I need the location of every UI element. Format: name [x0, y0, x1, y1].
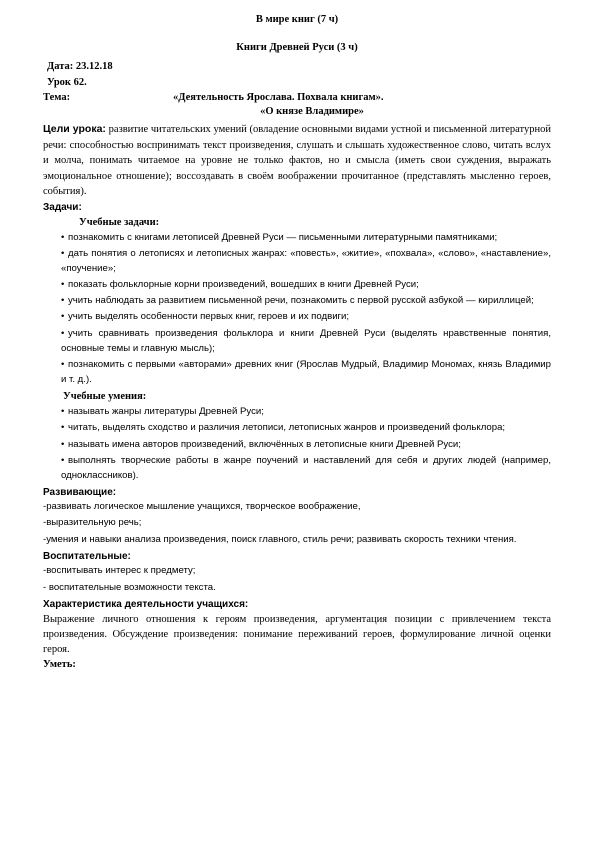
skills-footer-label: Уметь: — [43, 658, 76, 670]
list-item: • учить сравнивать произведения фольклора и книги Древней Руси (выделять нравственные понятия, основные темы и главную мысль); — [61, 327, 551, 354]
section-title: Книги Древней Руси (3 ч) — [236, 42, 358, 53]
list-item: - воспитательные возможности текста. — [43, 581, 216, 593]
bullet-icon: • — [61, 438, 65, 450]
bullet-icon: • — [61, 422, 65, 434]
activity-label: Характеристика деятельности учащихся: — [43, 598, 249, 610]
tasks-label: Задачи: — [43, 201, 82, 213]
theme-subtitle: «О князе Владимире» — [260, 106, 364, 117]
theme-value: «Деятельность Ярослава. Похвала книгам». — [173, 92, 384, 103]
bullet-icon: • — [61, 327, 65, 339]
lesson-number: Урок 62. — [47, 77, 87, 88]
developing-label: Развивающие: — [43, 486, 117, 498]
lesson-date: Дата: 23.12.18 — [47, 61, 113, 72]
bullet-icon: • — [61, 231, 65, 243]
lesson-goals — [43, 122, 551, 200]
study-tasks-label: Учебные задачи: — [79, 216, 160, 228]
list-item: • читать, выделять сходство и различия летописи, летописных жанров и произведений фольклора; — [61, 421, 551, 436]
list-item: -развивать логическое мышление учащихся, творческое воображение, — [43, 500, 361, 512]
bullet-icon: • — [61, 405, 65, 417]
series-title: В мире книг (7 ч) — [255, 14, 339, 25]
study-tasks-list — [43, 231, 551, 388]
list-item: • называть имена авторов произведений, включённых в летописные книги Древней Руси; — [61, 438, 551, 453]
list-item: -умения и навыки анализа произведения, поиск главного, стиль речи; развивать скорость техники чтения. — [43, 533, 517, 545]
list-item: • выполнять творческие работы в жанре поучений и наставлений для себя и других людей (например, одноклассников). — [61, 454, 551, 481]
bullet-icon: • — [61, 295, 65, 307]
bullet-icon: • — [61, 247, 65, 259]
activity-text: Выражение личного отношения к героям произведения, аргументация позиции с привлечением текста произведения. Обсуждение произведения: понимание переживаний героев, формулирование личной оценки героя. — [43, 613, 551, 655]
bullet-icon: • — [61, 358, 65, 370]
list-item: -выразительную речь; — [43, 517, 142, 529]
goals-text: развитие читательских умений (овладение основными видами устной и письменной литературной речи: способностью воспринимать текст произведения, слушать и слышать художественное слово, читать вслух и молча, понимать читаемое на уровне не только фактов, но и смысла (иметь свои суждения, выражать эмоциональное отношение); воссоздавать в своём воображении прочитанное (представлять мысленно героев, события). — [43, 124, 551, 197]
list-item: • познакомить с первыми «авторами» древних книг (Ярослав Мудрый, Владимир Мономах, князь Владимир и т. д.). — [61, 358, 551, 385]
list-item: • показать фольклорные корни произведений, вошедших в книги Древней Руси; — [61, 278, 551, 293]
theme-row — [43, 91, 551, 105]
list-item: • познакомить с книгами летописей Древней Руси — письменными литературными памятниками; — [61, 231, 551, 246]
bullet-icon: • — [61, 454, 65, 466]
list-item: • учить наблюдать за развитием письменной речи, познакомить с первой русской азбукой — кириллицей; — [61, 294, 551, 309]
skills-list — [43, 405, 551, 483]
educational-label: Воспитательные: — [43, 551, 131, 563]
list-item: • называть жанры литературы Древней Руси; — [61, 405, 551, 420]
theme-label: Тема: — [43, 92, 71, 103]
document-body — [43, 13, 551, 672]
bullet-icon: • — [61, 311, 65, 323]
bullet-icon: • — [61, 278, 65, 290]
educational-list — [43, 564, 551, 595]
list-item: • дать понятия о летописях и летописных жанрах: «повесть», «житие», «похвала», «слово», «наставление», «поучение»; — [61, 247, 551, 274]
list-item: -воспитывать интерес к предмету; — [43, 565, 196, 577]
list-item: • учить выделять особенности первых книг, героев и их подвиги; — [61, 310, 551, 325]
developing-list — [43, 500, 551, 547]
goals-label: Цели урока: — [43, 123, 106, 135]
skills-label: Учебные умения: — [63, 390, 147, 402]
